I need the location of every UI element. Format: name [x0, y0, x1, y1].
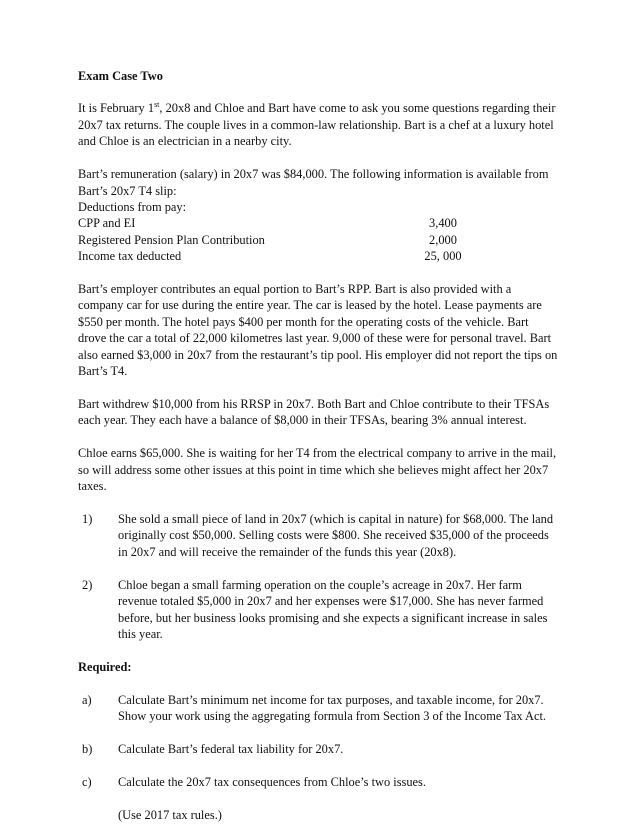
remuneration-paragraph: [78, 166, 578, 199]
deduction-row: [78, 248, 498, 264]
list-item-line: Chloe began a small farming operation on the couple’s acreage in 20x7. Her farm: [118, 577, 522, 592]
required-list: [78, 692, 578, 791]
document-title: Exam Case Two: [78, 69, 163, 83]
intro-paragraph: [78, 100, 578, 149]
list-item-line: originally cost $50,000. Selling costs were $800. She received $35,000 of the proceeds: [118, 528, 549, 543]
list-item-line: in 20x7 and will receive the remainder of the funds this year (20x8).: [118, 544, 457, 559]
required-heading: Required:: [78, 659, 132, 674]
list-marker: c): [82, 775, 92, 789]
chloe-paragraph: [78, 445, 578, 494]
list-item-line: this year.: [118, 626, 163, 641]
employer-line: Bart’s employer contributes an equal portion to Bart’s RPP. Bart is also provided with a: [78, 282, 512, 297]
remuneration-line: Bart’s 20x7 T4 slip:: [78, 183, 177, 198]
employer-line: drove the car a total of 22,000 kilometres last year. 9,000 of these were for personal travel. Bart: [78, 331, 552, 346]
employer-line: $550 per month. The hotel pays $400 per month for the operating costs of the vehicle. Bart: [78, 314, 529, 329]
chloe-line: so will address some other issues at this point in time which she believes might affect her 20x7: [78, 462, 549, 477]
list-item-line: She sold a small piece of land in 20x7 (which is capital in nature) for $68,000. The land: [118, 512, 554, 527]
rrsp-line: each year. They each have a balance of $8,000 in their TFSAs, bearing 3% annual interest.: [78, 413, 527, 428]
list-marker: a): [82, 692, 92, 707]
rrsp-line: Bart withdrew $10,000 from his RRSP in 20x7. Both Bart and Chloe contribute to their TFSAs: [78, 397, 550, 411]
list-item-line: revenue totaled $5,000 in 20x7 and her expenses were $17,000. She has never farmed: [118, 594, 544, 609]
list-item-body: [118, 511, 578, 560]
employer-paragraph: [78, 281, 578, 379]
deduction-row: [78, 232, 498, 248]
deduction-value: 25, 000: [424, 249, 462, 264]
list-item-line: Calculate Bart’s minimum net income for tax purposes, and taxable income, for 20x7.: [118, 692, 544, 707]
intro-line: 20x7 tax returns. The couple lives in a common-law relationship. Bart is a chef at a luxury hotel: [78, 117, 554, 132]
chloe-line: Chloe earns $65,000. She is waiting for her T4 from the electrical company to arrive in the mail,: [78, 446, 557, 461]
deduction-label: Registered Pension Plan Contribution: [78, 232, 265, 247]
deduction-value: 2,000: [429, 232, 457, 247]
list-item-body: [118, 741, 578, 757]
list-item-line: before, but her business looks promising and she expects a significant increase in sales: [118, 610, 548, 625]
list-item: [78, 577, 578, 643]
rrsp-paragraph: [78, 396, 578, 429]
list-marker: b): [82, 742, 93, 757]
chloe-issues-list: [78, 511, 578, 642]
list-marker: 2): [82, 577, 93, 592]
list-item: [78, 774, 578, 790]
employer-line: also earned $3,000 in 20x7 from the restaurant’s tip pool. His employer did not report the tips on: [78, 347, 558, 362]
deduction-value: 3,400: [429, 216, 457, 231]
document-page: [78, 68, 578, 823]
list-item: [78, 741, 578, 757]
deduction-label: CPP and EI: [78, 216, 136, 231]
deduction-row: [78, 215, 498, 231]
list-item-line: Calculate Bart’s federal tax liability for 20x7.: [118, 742, 344, 757]
list-item: [78, 511, 578, 560]
list-item: [78, 692, 578, 725]
chloe-line: taxes.: [78, 479, 107, 494]
tax-rules-note: (Use 2017 tax rules.): [118, 807, 222, 822]
list-item-body: [118, 774, 578, 790]
list-item-line: Calculate the 20x7 tax consequences from Chloe’s two issues.: [118, 775, 426, 789]
list-item-body: [118, 692, 578, 725]
deductions-table: [78, 199, 578, 265]
employer-line: Bart’s T4.: [78, 364, 128, 379]
intro-line: and Chloe is an electrician in a nearby city.: [78, 134, 292, 149]
remuneration-line: Bart’s remuneration (salary) in 20x7 was $84,000. The following information is available from: [78, 167, 549, 182]
list-item-body: [118, 577, 578, 643]
employer-line: company car for use during the entire year. The car is leased by the hotel. Lease payments are: [78, 298, 542, 313]
deduction-label: Income tax deducted: [78, 249, 182, 264]
intro-line: It is February 1st, 20x8 and Chloe and Bart have come to ask you some questions regarding their: [78, 100, 556, 116]
list-item-line: Show your work using the aggregating formula from Section 3 of the Income Tax Act.: [118, 709, 547, 724]
list-marker: 1): [82, 512, 93, 527]
deductions-heading: Deductions from pay:: [78, 199, 187, 214]
